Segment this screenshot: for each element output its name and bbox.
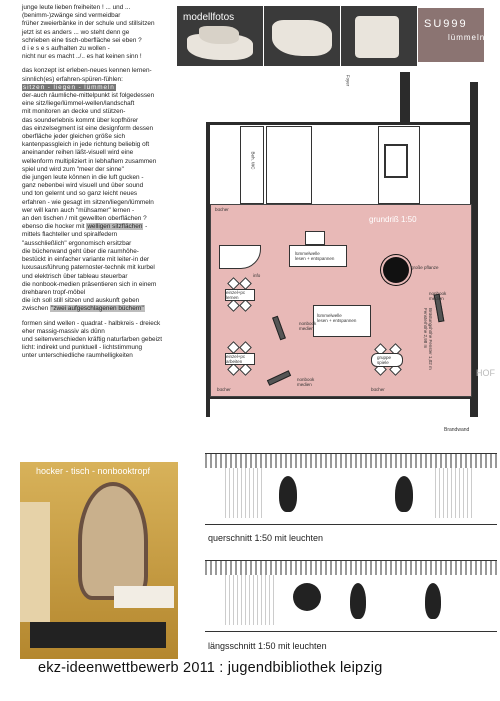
table [114, 586, 174, 608]
intro-paragraph: junge leute lieben freiheiten ! ... und ... (benimm-)zwänge sind vermeidbar früher zweierbänke in der schule und stillsitzen jetzt ist es anders ... wo steht denn ge schrieben eine tisch-oberfläche sei eben ? d i e s e s aufhalten zu wollen - nicht nur es macht ../.. es hat keinen sinn ! [22, 4, 155, 61]
wave-2-label: lümmelwelle lesen + entspannen [317, 313, 357, 323]
concept-highlight: sitzen - liegen - lümmeln [23, 83, 115, 91]
nonbook-rail-2 [267, 370, 291, 386]
wave-1-label: lümmelwelle lesen + entspannen [295, 251, 335, 261]
foyer-label: Foyer [345, 74, 351, 87]
courtyard-label: HOF [476, 368, 495, 378]
study-1-label: einzel+pc lernen [226, 290, 246, 300]
window-note: Brüstungshöhe Fenster 1,02 m Fensterhöhe 2,98 m [423, 308, 433, 370]
wall-panel [20, 502, 50, 622]
nonbook-1-label: nonbook medien [299, 321, 317, 331]
firewall-label: Brandwand [444, 427, 470, 433]
concept-body: der-auch räumliche-mittelpunkt ist folgedessen eine sitz/liege/lümmel-wellen/landschaft mit monitoren an decke und stützen- das sounderlebnis kommt über kopfhörer das einzelsegment ist eine designform dessen oberfläche jeder gleichen größe sich kantenpassgleich in jede richtung beliebig oft aneinander reihen läßt-visuell wird eine wellenform multipliziert in lebhaftem zusammen spiel und wird zum "meer der sinne" die jungen leute können in die luft gucken - ganz nebenbei wird visuell und über sound und ton gelernt und so ganz leicht neues erfahren - wie gesagt im sitzen/liegen/lümmeln wer will kann auch "mühsamer" lernen - an den tischen / mit gewellten oberflächen ? ebenso die hocker mit [22, 92, 157, 231]
concept-intro: das konzept ist erleben-neues kennen lernen- sinnlich(es) erfahren-spüren-fühlen: [22, 67, 152, 83]
nonbook-2-label: nonbook medien [297, 377, 315, 387]
render-title: hocker - tisch - nonbooktropf [36, 466, 151, 476]
plant [383, 257, 409, 283]
nonbook-drop [78, 482, 148, 600]
books-top-label: bücher [215, 207, 229, 212]
logo-word: lümmeln [448, 33, 486, 42]
longitudinal-section [205, 560, 497, 632]
books-bottom-left-label: bücher [217, 387, 231, 392]
furniture-render [20, 462, 178, 659]
forms-paragraph: formen sind wellen - quadrat - halbkreis - dreieck eher massig-massiv als dünn und seitenverschieden kräftig naturfarben gebeizt licht: indirekt und punktuell - lichtstimmung unter unterschiedliche raumhelligkeiten [22, 319, 162, 360]
logo-code: SU999 [424, 18, 468, 30]
group-label: gruppe spiele [377, 355, 392, 365]
hocker [30, 622, 166, 648]
concept-text: junge leute lieben freiheiten ! ... und ... (benimm-)zwänge sind vermeidbar früher zweierbänke in der schule und stillsitzen jetzt ist es anders ... wo steht denn ge schrieben eine tisch-oberfläche sei eben ? d i e s e s aufhalten zu wollen - nicht nur es macht ../.. es hat keinen sinn ! das konzept ist erleben-neues kennen lernen- sinnlich(es) erfahren-spüren-fühlen: sitzen - liegen - lümmeln der-auch räumliche-mittelpunkt ist folgedessen eine sitz/liege/lümmel-wellen/landschaft mit monitoren an decke und stützen- das sounderlebnis kommt über kopfhörer das einzelsegment ist eine designform dessen oberfläche jeder gleichen größe sich kantenpassgleich in jede richtung beliebig oft aneinander reihen läßt-visuell wird eine wellenform multipliziert in lebhaftem zusammen spiel und wird zum "meer der sinne" die jungen leute können in die luft gucken - ganz nebenbei wird visuell und über sound und ton gelernt und so ganz leicht neues erfahren - wie gesagt im sitzen/liegen/lümmeln wer will kann auch "mühsamer" lernen - an den tischen / mit gewellten oberflächen ? ebenso die hocker mit welligen sitzflächen - mittels flachteller und spiralfedern "ausschließlich" ergonomisch ersitzbar die bücherwand geht über die raumhöhe- bestückt in einfacher variante mit leiter-in der luxusausführung paternoster-technik mit kurbel und elektrisch über tableau steuerbar die nonbook-medien präsentieren sich in einem drehbaren tropf-möbel die ich soll still sitzen und auskunft geben zwischen "zwei aufgeschlagenen büchern" formen sind wellen - quadrat - halbkreis - dreieck eher massig-massiv als dünn und seitenverschieden kräftig naturfarben gebeizt licht: indirekt und punktuell - lichtstimmung unter unterschiedliche raumhelligkeiten [22, 4, 172, 361]
info-label: info [253, 273, 261, 278]
nonbook-3-label: nonbook medien [429, 291, 447, 301]
logo [418, 8, 484, 62]
cross-section-label: querschnitt 1:50 mit leuchten [208, 533, 324, 543]
stair-room [266, 126, 312, 204]
books-bottom-right-label: bücher [371, 387, 385, 392]
study-2-label: einzel+pc arbeiten [226, 354, 246, 364]
floor-plan [178, 72, 500, 433]
wavy-seats-highlight: welligen sitzflächen [87, 223, 143, 231]
nonbook-rail-1 [272, 316, 286, 341]
info-desk [219, 245, 261, 269]
wc-label: Beh. WC [250, 151, 256, 170]
footer-title: ekz-ideenwettbewerb 2011 : jugendbibliothek leipzig [38, 660, 383, 676]
cross-section [205, 453, 497, 525]
model-photos-title: modellfotos [183, 12, 235, 23]
plan-title: grundriß 1:50 [369, 215, 417, 224]
pole-table [305, 231, 325, 245]
elevator-shaft [384, 144, 408, 178]
model-photo-3 [341, 6, 417, 66]
concept-body-2: mittels flachteller und spiralfedern "ausschließlich" ergonomisch ersitzbar die bücherwand geht über die raumhöhe- bestückt in einfacher variante mit leiter-in der luxusausführung paternoster-technik mit kurbel und elektrisch über tableau steuerbar die nonbook-medien präsentieren sich in einem drehbaren tropf-möbel die ich soll still sitzen und auskunft geben zwischen [22, 231, 157, 313]
longitudinal-section-label: längsschnitt 1:50 mit leuchten [208, 641, 327, 651]
plant-label: große pflanze [411, 265, 439, 270]
books-highlight: "zwei aufgeschlagenen büchern" [51, 305, 144, 313]
model-photo-2 [264, 6, 340, 66]
